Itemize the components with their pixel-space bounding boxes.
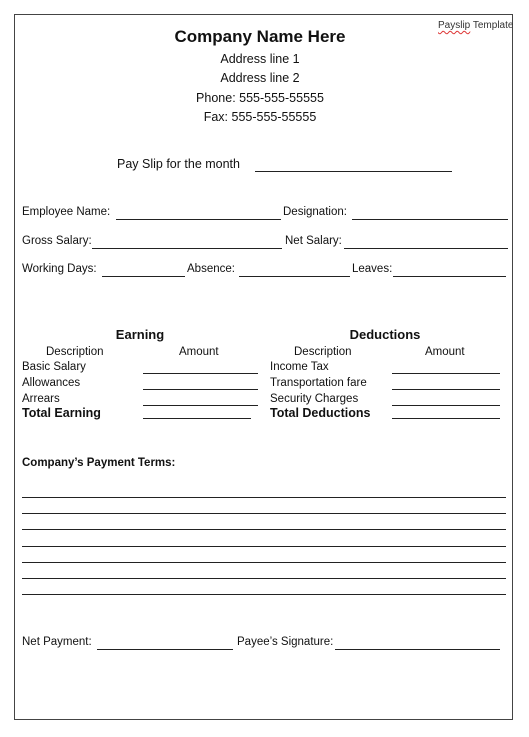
payment-terms-line-1[interactable] bbox=[22, 497, 506, 498]
payment-terms-line-2[interactable] bbox=[22, 513, 506, 514]
designation-label: Designation: bbox=[283, 206, 347, 218]
earning-amount-header: Amount bbox=[179, 346, 219, 358]
payslip-month-field[interactable] bbox=[255, 171, 452, 172]
earning-amount-field-3[interactable] bbox=[143, 405, 258, 406]
deduction-item-income-tax: Income Tax bbox=[270, 361, 329, 373]
deductions-title: Deductions bbox=[349, 327, 421, 342]
deduction-amount-field-2[interactable] bbox=[392, 389, 500, 390]
total-deductions-label: Total Deductions bbox=[270, 406, 371, 420]
total-deductions-field[interactable] bbox=[392, 418, 500, 419]
phone-number: Phone: 555-555-55555 bbox=[196, 91, 324, 105]
payslip-page bbox=[14, 14, 513, 720]
earning-title: Earning bbox=[115, 327, 165, 342]
gross-salary-label: Gross Salary: bbox=[22, 235, 92, 247]
deductions-amount-header: Amount bbox=[425, 346, 465, 358]
net-salary-label: Net Salary: bbox=[285, 235, 342, 247]
net-payment-label: Net Payment: bbox=[22, 636, 92, 648]
payee-signature-field[interactable] bbox=[335, 649, 500, 650]
payee-signature-label: Payee’s Signature: bbox=[237, 636, 334, 648]
deduction-item-security-charges: Security Charges bbox=[270, 393, 359, 405]
payment-terms-line-3[interactable] bbox=[22, 529, 506, 530]
total-earning-label: Total Earning bbox=[22, 406, 101, 420]
earning-item-allowances: Allowances bbox=[22, 377, 81, 389]
company-name: Company Name Here bbox=[174, 27, 346, 46]
payslip-month-label: Pay Slip for the month bbox=[117, 157, 240, 171]
absence-field[interactable] bbox=[239, 276, 350, 277]
template-label-word2: Template bbox=[472, 20, 514, 31]
gross-salary-field[interactable] bbox=[92, 248, 282, 249]
earning-item-arrears: Arrears bbox=[22, 393, 60, 405]
leaves-field[interactable] bbox=[393, 276, 506, 277]
payment-terms-line-6[interactable] bbox=[22, 578, 506, 579]
employee-name-field[interactable] bbox=[116, 219, 281, 220]
working-days-label: Working Days: bbox=[22, 263, 97, 275]
payment-terms-line-5[interactable] bbox=[22, 562, 506, 563]
employee-name-label: Employee Name: bbox=[22, 206, 111, 218]
fax-number: Fax: 555-555-55555 bbox=[203, 110, 317, 124]
payment-terms-label: Company’s Payment Terms: bbox=[22, 457, 176, 469]
payment-terms-line-4[interactable] bbox=[22, 546, 506, 547]
designation-field[interactable] bbox=[352, 219, 508, 220]
deduction-amount-field-3[interactable] bbox=[392, 405, 500, 406]
net-payment-field[interactable] bbox=[97, 649, 233, 650]
absence-label: Absence: bbox=[187, 263, 235, 275]
earning-amount-field-1[interactable] bbox=[143, 373, 258, 374]
net-salary-field[interactable] bbox=[344, 248, 508, 249]
deductions-description-header: Description bbox=[294, 346, 352, 358]
earning-amount-field-2[interactable] bbox=[143, 389, 258, 390]
working-days-field[interactable] bbox=[102, 276, 185, 277]
total-earning-field[interactable] bbox=[143, 418, 251, 419]
address-line-2: Address line 2 bbox=[220, 71, 300, 85]
payment-terms-line-7[interactable] bbox=[22, 594, 506, 595]
address-line-1: Address line 1 bbox=[220, 52, 300, 66]
earning-description-header: Description bbox=[46, 346, 104, 358]
deduction-amount-field-1[interactable] bbox=[392, 373, 500, 374]
template-label-word1: Payslip bbox=[438, 20, 471, 31]
earning-item-basic-salary: Basic Salary bbox=[22, 361, 86, 373]
leaves-label: Leaves: bbox=[352, 263, 393, 275]
deduction-item-transportation-fare: Transportation fare bbox=[270, 377, 367, 389]
